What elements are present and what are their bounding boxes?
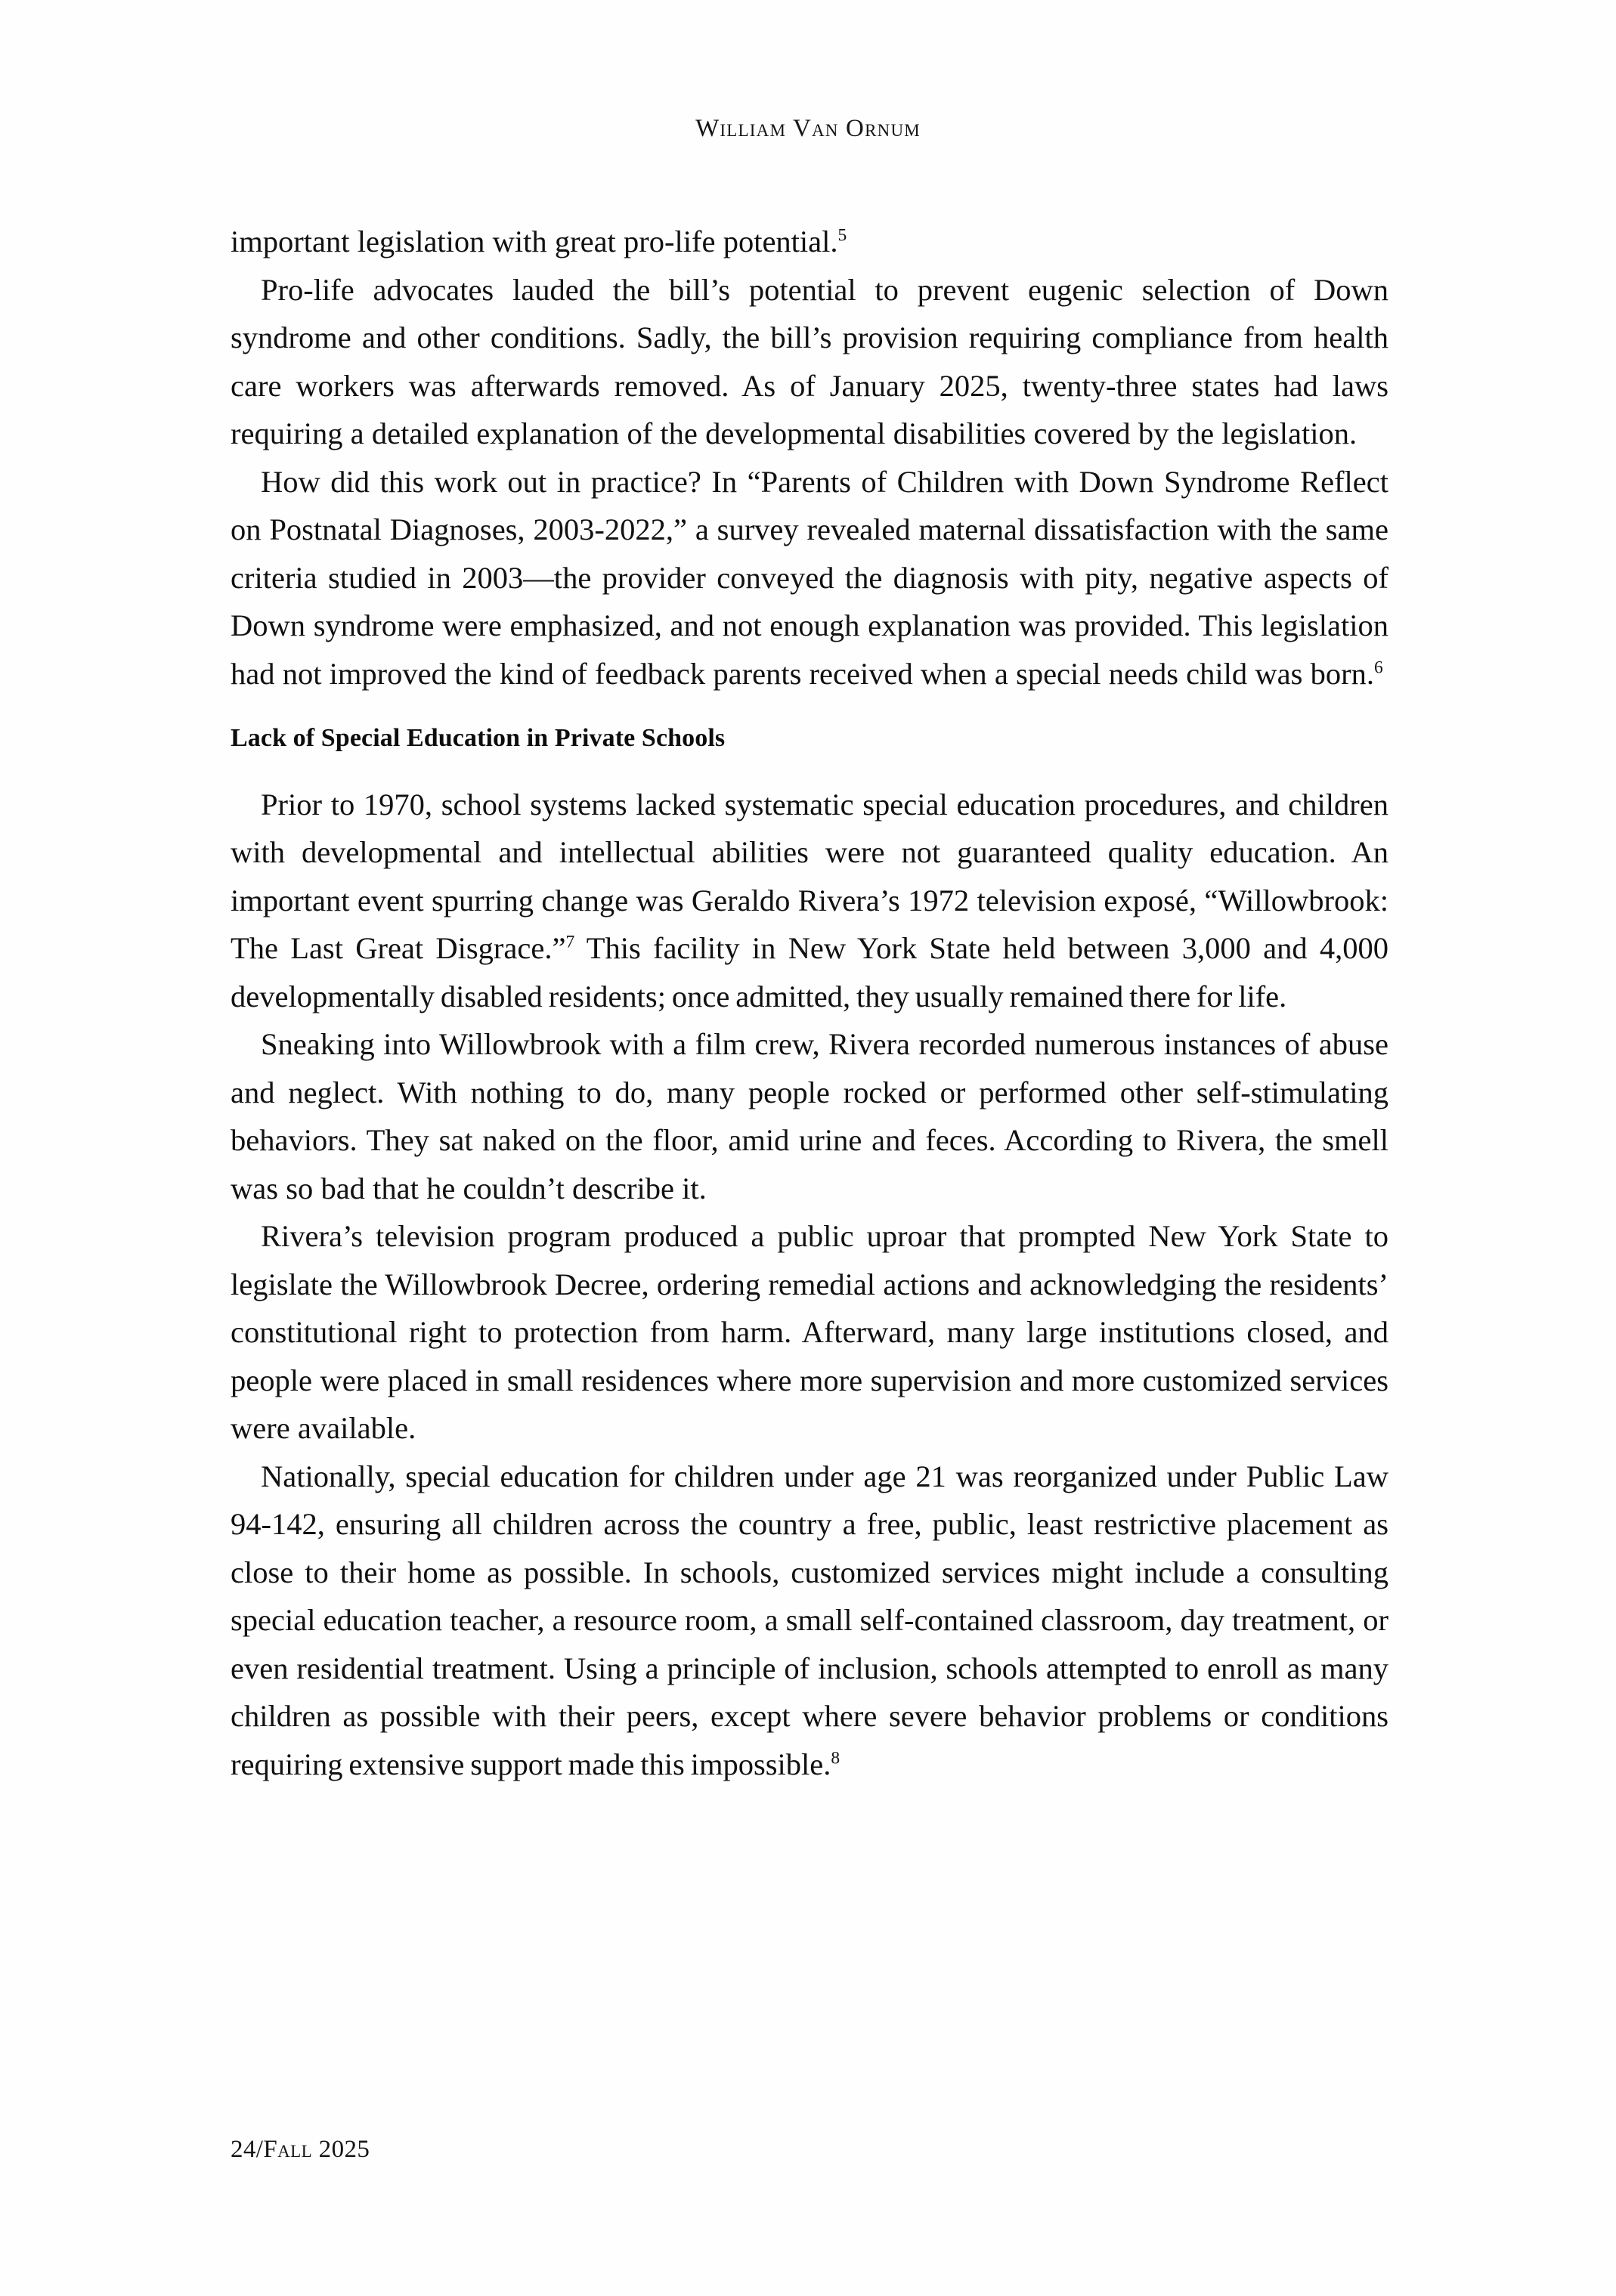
paragraph-2 xyxy=(231,266,1388,458)
paragraph-4-text-before: Prior to 1970, school systems lacked systematic special education procedures, and children with developmental and intellectual abilities were not guaranteed quality education. An important event spurring change was Geraldo Rivera’s 1972 television exposé, “Willowbrook: The Last Great Disgrace.” xyxy=(231,787,1388,965)
subheading-block xyxy=(231,698,1388,781)
paragraph-5-text: Sneaking into Willowbrook with a film crew, Rivera recorded numerous instances of abuse and neglect. With nothing to do, many people rocked or performed other self-stimulating behaviors. They sat naked on the floor, amid urine and feces. According to Rivera, the smell was so bad that he couldn’t describe it. xyxy=(231,1027,1388,1205)
page-folio xyxy=(231,2136,370,2164)
text-column xyxy=(231,218,1388,1788)
folio-number: 24/ xyxy=(231,2136,264,2163)
paragraph-2-text: Pro-life advocates lauded the bill’s potential to prevent eugenic selection of Down syndrome and other conditions. Sadly, the bill’s provision requiring compliance from health care workers was afterwards removed. As of January 2025, twenty-three states had laws requiring a detailed explanation of the developmental disabilities covered by the legislation. xyxy=(231,272,1388,450)
paragraph-3 xyxy=(231,458,1388,698)
paragraph-4 xyxy=(231,781,1388,1021)
paragraph-6 xyxy=(231,1212,1388,1453)
paragraph-5 xyxy=(231,1020,1388,1212)
footnote-marker-8: 8 xyxy=(831,1748,841,1768)
paragraph-4-text-after: This facility in New York State held between 3,000 and 4,000 developmentally disabled residents; once admitted, they usually remained there for life. xyxy=(231,931,1389,1013)
paragraph-1 xyxy=(231,218,1388,266)
paragraph-1-text: important legislation with great pro-life potential. xyxy=(231,224,838,258)
paragraph-7 xyxy=(231,1453,1388,1789)
folio-issue: Fall 2025 xyxy=(263,2136,370,2163)
section-subheading: Lack of Special Education in Private Schools xyxy=(231,724,726,752)
paragraph-7-text: Nationally, special education for children under age 21 was reorganized under Public Law 94-142, ensuring all children across the country a free, public, least restrictive placement as close to their home as possible. In schools, customized services might include a consulting special education teacher, a resource room, a small self-contained classroom, day treatment, or even residential treatment. Using a principle of inclusion, schools attempted to enroll as many children as possible with their peers, except where severe behavior problems or conditions requiring extensive support made this impossible. xyxy=(231,1459,1388,1781)
paragraph-3-text: How did this work out in practice? In “Parents of Children with Down Syndrome Reflect on Postnatal Diagnoses, 2003-2022,” a survey revealed maternal dissatisfaction with the same criteria studied in 2003—the provider conveyed the diagnosis with pity, negative aspects of Down syndrome were emphasized, and not enough explanation was provided. This legislation had not improved the kind of feedback parents received when a special needs child was born. xyxy=(231,464,1388,691)
running-head: William Van Ornum xyxy=(695,115,921,142)
footnote-marker-6: 6 xyxy=(1373,658,1383,677)
footnote-marker-7: 7 xyxy=(565,932,575,952)
paragraph-6-text: Rivera’s television program produced a public uproar that prompted New York State to legislate the Willowbrook Decree, ordering remedial actions and acknowledging the residents’ constitutional right to protection from harm. Afterward, many large institutions closed, and people were placed in small residences where more supervision and more customized services were available. xyxy=(231,1219,1388,1445)
footnote-marker-5: 5 xyxy=(837,225,847,246)
